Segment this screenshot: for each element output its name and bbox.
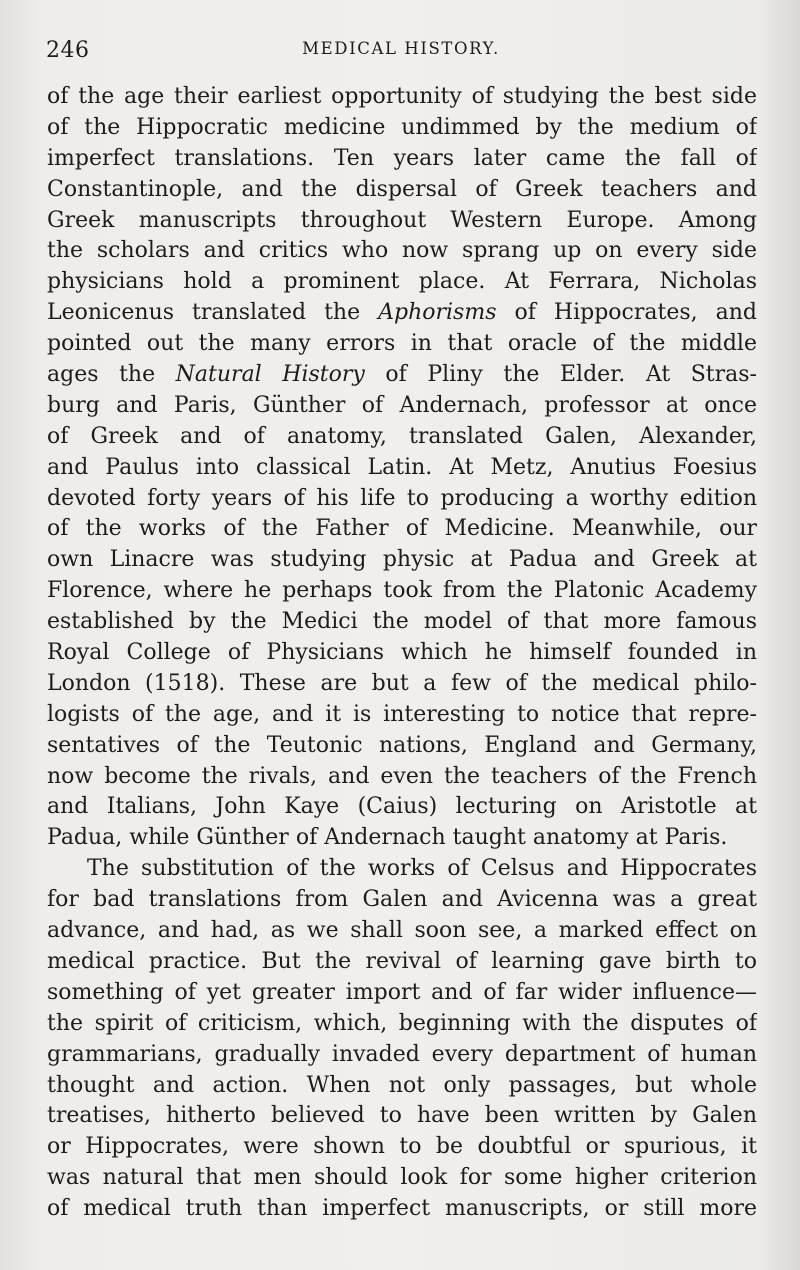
- text-run: physicians hold a prominent place. At Ferrara, Nicholas: [47, 269, 757, 295]
- text-run: the spirit of criticism, which, beginning with the disputes of: [47, 1010, 757, 1036]
- text-run: pointed out the many errors in that oracle of the middle: [47, 331, 757, 357]
- text-line: [47, 947, 757, 978]
- text-line: [47, 391, 757, 422]
- text-line: [47, 731, 757, 762]
- text-run: of medical truth than imperfect manuscripts, or still more: [47, 1196, 757, 1222]
- text-line: [47, 1009, 757, 1040]
- text-line: [47, 1071, 757, 1102]
- text-line: [47, 144, 757, 175]
- text-line: [47, 236, 757, 267]
- text-run: Leonicenus translated the: [47, 300, 379, 326]
- text-run: London (1518). These are but a few of the medical philo-: [47, 670, 757, 696]
- text-run: treatises, hitherto believed to have been written by Galen: [47, 1103, 757, 1129]
- text-run: advance, and had, as we shall soon see, a marked effect on: [47, 918, 757, 944]
- italic-title: Natural History: [175, 362, 365, 388]
- text-line: [47, 576, 757, 607]
- text-run: and Italians, John Kaye (Caius) lecturing on Aristotle at: [47, 794, 757, 820]
- text-line: [47, 82, 757, 113]
- text-run: Padua, while Günther of Andernach taught anatomy at Paris.: [47, 825, 728, 851]
- text-run: of Hippocrates, and: [496, 300, 757, 326]
- page-number: 246: [46, 38, 90, 63]
- text-run: the scholars and critics who now sprang up on every side: [47, 238, 757, 264]
- text-line: [47, 298, 757, 329]
- text-line: [47, 545, 757, 576]
- text-run: The substitution of the works of Celsus and Hippocrates: [87, 856, 757, 882]
- text-run: now become the rivals, and even the teachers of the French: [47, 763, 757, 789]
- text-run: devoted forty years of his life to producing a worthy edition: [47, 485, 757, 511]
- text-line: [47, 638, 757, 669]
- text-run: of the Hippocratic medicine undimmed by the medium of: [47, 114, 757, 140]
- text-line: [47, 607, 757, 638]
- text-line: [47, 823, 757, 854]
- text-run: Constantinople, and the dispersal of Greek teachers and: [47, 176, 757, 202]
- text-line: [47, 360, 757, 391]
- body-text: [47, 82, 757, 1225]
- text-run: own Linacre was studying physic at Padua and Greek at: [47, 547, 757, 573]
- running-head: MEDICAL HISTORY.: [302, 39, 500, 58]
- text-line: [47, 885, 757, 916]
- text-run: Greek manuscripts throughout Western Europe. Among: [47, 207, 757, 233]
- text-run: burg and Paris, Günther of Andernach, professor at once: [47, 392, 757, 418]
- text-run: established by the Medici the model of that more famous: [47, 609, 757, 635]
- text-run: or Hippocrates, were shown to be doubtful or spurious, it: [47, 1134, 757, 1160]
- text-line: [47, 854, 757, 885]
- text-run: and Paulus into classical Latin. At Metz, Anutius Foesius: [47, 454, 757, 480]
- text-line: [47, 514, 757, 545]
- text-run: sentatives of the Teutonic nations, England and Germany,: [47, 732, 757, 758]
- text-line: [47, 669, 757, 700]
- text-run: was natural that men should look for some higher criterion: [47, 1165, 757, 1191]
- text-run: of Pliny the Elder. At Stras-: [364, 362, 757, 388]
- text-line: [47, 113, 757, 144]
- text-run: Royal College of Physicians which he himself founded in: [47, 640, 757, 666]
- text-run: medical practice. But the revival of learning gave birth to: [47, 948, 757, 974]
- text-line: [47, 792, 757, 823]
- text-line: [47, 762, 757, 793]
- text-run: something of yet greater import and of far wider influence—: [47, 979, 757, 1005]
- text-line: [47, 1040, 757, 1071]
- text-run: of the age their earliest opportunity of studying the best side: [47, 84, 757, 109]
- text-line: [47, 1101, 757, 1132]
- italic-title: Aphorisms: [378, 300, 497, 326]
- text-run: of the works of the Father of Medicine. Meanwhile, our: [47, 516, 757, 542]
- text-line: [47, 422, 757, 453]
- text-line: [47, 1194, 757, 1225]
- text-run: ages the: [47, 362, 176, 388]
- text-line: [47, 329, 757, 360]
- text-line: [47, 453, 757, 484]
- text-line: [47, 175, 757, 206]
- text-line: [47, 484, 757, 515]
- text-line: [47, 1163, 757, 1194]
- text-run: logists of the age, and it is interesting to notice that repre-: [47, 701, 757, 727]
- text-line: [47, 916, 757, 947]
- text-line: [47, 978, 757, 1009]
- page-header: [46, 32, 756, 64]
- text-run: thought and action. When not only passages, but whole: [47, 1072, 757, 1098]
- text-line: [47, 267, 757, 298]
- text-run: Florence, where he perhaps took from the Platonic Academy: [47, 578, 757, 604]
- text-line: [47, 1132, 757, 1163]
- text-run: grammarians, gradually invaded every department of human: [47, 1041, 757, 1067]
- text-line: [47, 700, 757, 731]
- text-line: [47, 206, 757, 237]
- text-run: imperfect translations. Ten years later came the fall of: [47, 145, 757, 171]
- text-run: of Greek and of anatomy, translated Galen, Alexander,: [47, 423, 757, 449]
- text-run: for bad translations from Galen and Avicenna was a great: [47, 887, 757, 913]
